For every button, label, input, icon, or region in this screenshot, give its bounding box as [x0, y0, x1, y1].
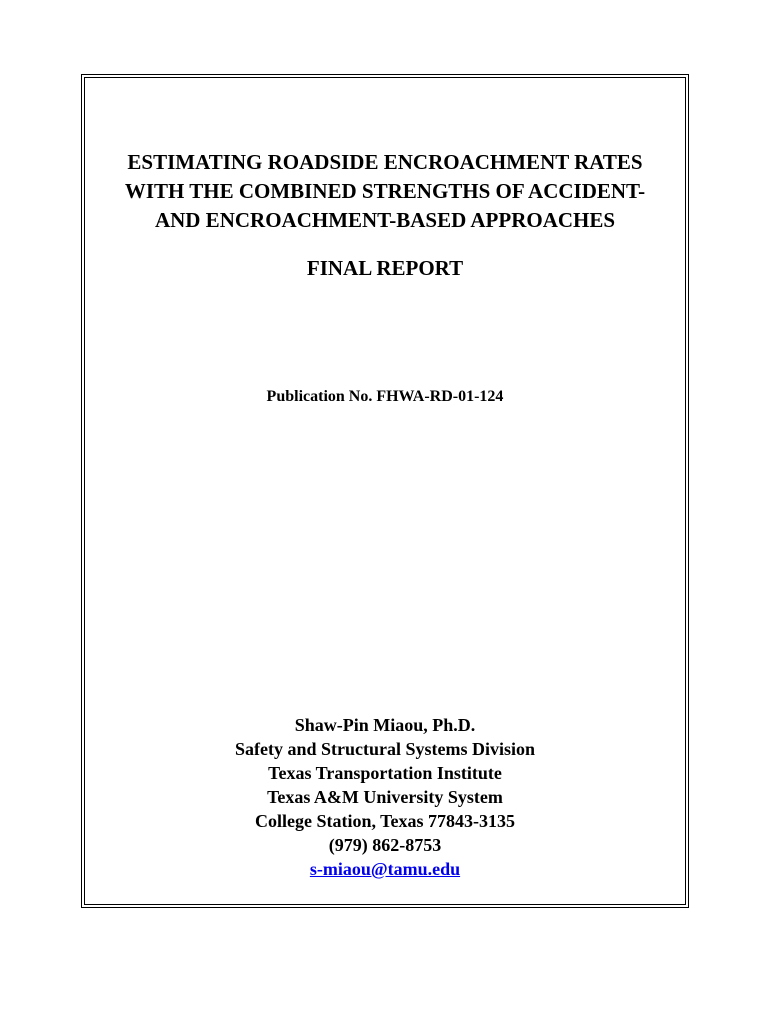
- publication-number: Publication No. FHWA-RD-01-124: [266, 388, 504, 405]
- report-title-line-1: ESTIMATING ROADSIDE ENCROACHMENT RATES: [127, 150, 643, 174]
- author-system: Texas A&M University System: [267, 787, 503, 807]
- author-email-line: [0, 857, 770, 881]
- report-title-line-3: AND ENCROACHMENT-BASED APPROACHES: [154, 208, 616, 232]
- author-email-link[interactable]: s-miaou@tamu.edu: [309, 859, 461, 879]
- author-name: Shaw-Pin Miaou, Ph.D.: [294, 715, 476, 735]
- report-subtitle: FINAL REPORT: [306, 256, 464, 280]
- author-division: Safety and Structural Systems Division: [234, 739, 535, 759]
- author-block: [0, 713, 770, 881]
- author-institute: Texas Transportation Institute: [268, 763, 502, 783]
- report-title-line-2: WITH THE COMBINED STRENGTHS OF ACCIDENT-: [124, 179, 646, 203]
- author-address: College Station, Texas 77843-3135: [254, 811, 515, 831]
- report-title: [0, 148, 770, 235]
- author-phone: (979) 862-8753: [328, 835, 442, 855]
